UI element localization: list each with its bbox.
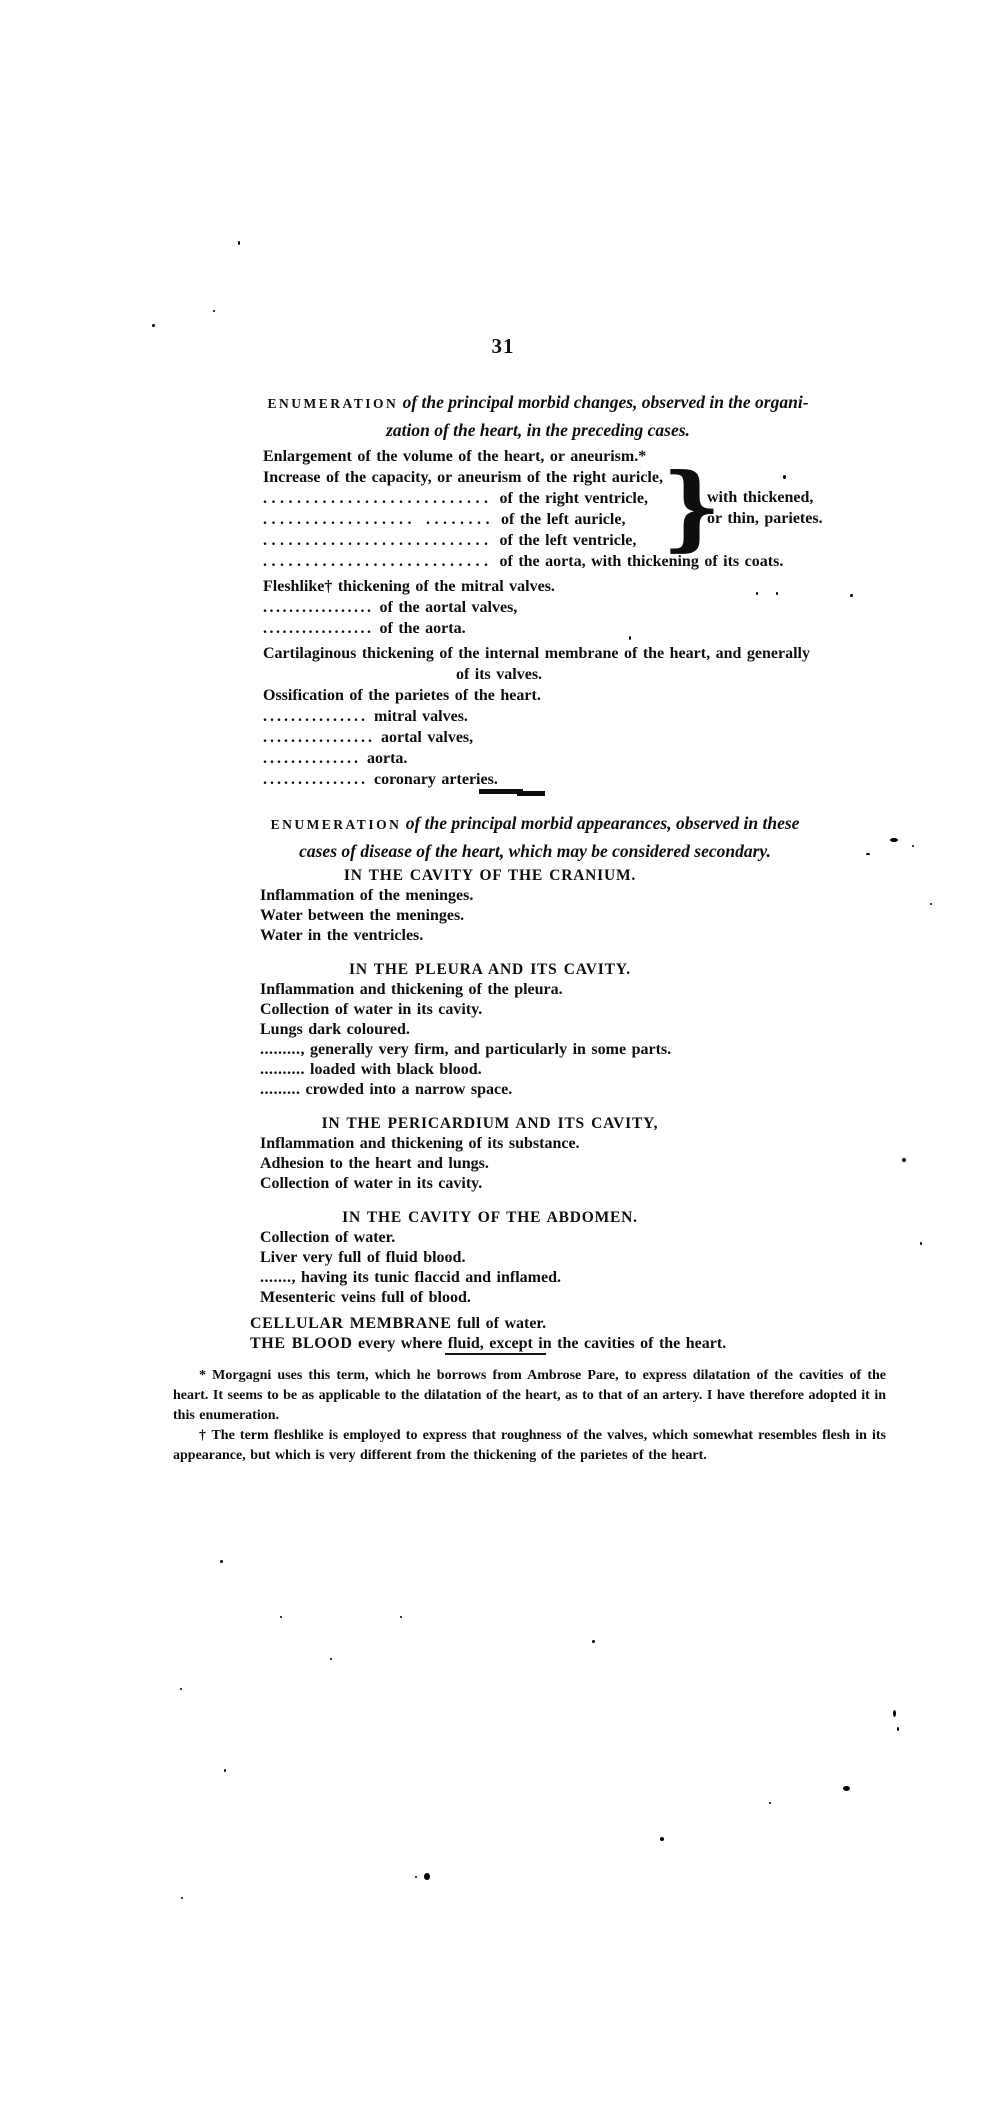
item-text: Liver very full of fluid blood. (260, 1249, 466, 1266)
item-text: Water in the ventricles. (260, 927, 424, 944)
appearance-item (145, 926, 835, 946)
scan-speck (424, 1873, 430, 1880)
line-text: of the aorta. (379, 620, 466, 637)
appearance-item (145, 1000, 835, 1020)
morbid-change-line (263, 618, 883, 639)
secondary-appearances-sections (145, 866, 835, 1354)
item-text: Mesenteric veins full of blood. (260, 1289, 471, 1306)
line-text: mitral valves. (374, 708, 468, 725)
heading-keyword: ENUMERATION (267, 396, 399, 411)
section-heading: IN THE PLEURA AND ITS CAVITY. (349, 961, 631, 978)
footnotes (173, 1366, 886, 1466)
dot-leader: ......., (260, 1269, 296, 1286)
footnote: † The term fleshlike is employed to express that roughness of the valves, which somewhat resembles flesh in its appearance, but which is very different from the thickening of the parietes of the heart. (173, 1428, 886, 1463)
appearance-item (145, 1228, 835, 1248)
appearance-item (145, 1040, 835, 1060)
line-text: of the aortal valves, (379, 599, 518, 616)
scan-speck (592, 1640, 595, 1643)
heading-morbid-appearances (185, 810, 885, 865)
line-text: Ossification of the parietes of the heart. (263, 687, 541, 704)
item-text: Collection of water in its cavity. (260, 1001, 483, 1018)
item-text: generally very firm, and particularly in some parts. (310, 1041, 672, 1058)
morbid-change-line (263, 664, 735, 685)
item-text: Collection of water in its cavity. (260, 1175, 483, 1192)
scan-speck (769, 1802, 771, 1804)
dot-leader: ........................... (263, 490, 493, 507)
item-text: Inflammation of the meninges. (260, 887, 474, 904)
scan-speck (280, 1616, 282, 1618)
appearance-item (145, 1288, 835, 1308)
appearance-item (145, 1268, 835, 1288)
item-text: loaded with black blood. (310, 1061, 482, 1078)
item-text: Inflammation and thickening of the pleura. (260, 981, 563, 998)
closing-line (145, 1314, 835, 1334)
footnote-divider (445, 1353, 546, 1355)
scan-speck (912, 845, 914, 847)
morbid-change-line (263, 685, 883, 706)
morbid-change-line (263, 748, 883, 769)
line-text: aortal valves, (381, 729, 474, 746)
item-text: Collection of water. (260, 1229, 396, 1246)
dot-leader: ......... (260, 1081, 301, 1098)
closing-lead: CELLULAR MEMBRANE (250, 1315, 452, 1332)
item-text: Lungs dark coloured. (260, 1021, 410, 1038)
scan-speck (415, 1876, 417, 1878)
scan-speck (783, 475, 786, 479)
item-text: Water between the meninges. (260, 907, 465, 924)
dot-leader: ................. (263, 620, 374, 637)
morbid-change-line (263, 643, 883, 664)
heading-line-2: zation of the heart, in the preceding cases. (386, 420, 690, 440)
appearance-item (145, 1174, 835, 1194)
line-text: of the left ventricle, (499, 532, 637, 549)
appearance-item (145, 1154, 835, 1174)
brace-label (707, 487, 823, 529)
morbid-change-line (263, 576, 883, 597)
morbid-change-line (263, 597, 883, 618)
closing-lead: THE BLOOD (250, 1335, 353, 1352)
scan-speck (756, 592, 758, 595)
appearance-item (145, 980, 835, 1000)
page-number: 31 (491, 334, 515, 358)
heading-text: of the principal morbid appearances, observed in these (405, 813, 800, 833)
closing-line (145, 1334, 835, 1354)
closing-text: full of water. (457, 1315, 547, 1332)
heading-morbid-changes (200, 389, 876, 444)
appearance-item (145, 1060, 835, 1080)
section-heading: IN THE PERICARDIUM AND ITS CAVITY, (321, 1115, 659, 1132)
appearance-item (145, 906, 835, 926)
morbid-change-line (263, 706, 883, 727)
scan-speck (224, 1769, 226, 1772)
scan-speck (776, 592, 778, 595)
dot-leader: .................. ........ (263, 511, 494, 528)
heading-keyword: ENUMERATION (270, 817, 402, 832)
scan-speck (152, 324, 155, 327)
dot-leader: ........................... (263, 553, 493, 570)
appearance-item (145, 1020, 835, 1040)
item-text: crowded into a narrow space. (305, 1081, 513, 1098)
appearance-item (145, 1248, 835, 1268)
scan-speck (238, 241, 240, 245)
item-text: Inflammation and thickening of its substance. (260, 1135, 580, 1152)
line-text: of its valves. (455, 666, 543, 683)
morbid-change-line (263, 551, 883, 572)
section-heading: IN THE CAVITY OF THE ABDOMEN. (342, 1209, 638, 1226)
morbid-change-line (263, 446, 883, 467)
line-text: Fleshlike† thickening of the mitral valves. (263, 578, 555, 595)
morbid-change-line (263, 530, 883, 551)
scan-speck (629, 636, 631, 640)
scan-speck (181, 1897, 183, 1899)
appearance-item (145, 886, 835, 906)
scan-speck (400, 1616, 402, 1618)
line-text: Increase of the capacity, or aneurism of the right auricle, (263, 469, 663, 486)
scan-speck (897, 1727, 899, 1731)
scan-speck (893, 1710, 896, 1717)
heading-line-1 (185, 810, 885, 838)
heading-line-1 (200, 389, 876, 417)
dot-leader: ............... (263, 708, 368, 725)
closing-text: every where fluid, except in the cavities of the heart. (357, 1335, 727, 1352)
scan-speck (866, 853, 870, 855)
scan-speck (180, 1688, 182, 1690)
line-text: of the right ventricle, (499, 490, 648, 507)
appearance-item (145, 1134, 835, 1154)
morbid-change-line (263, 727, 883, 748)
item-text: Adhesion to the heart and lungs. (260, 1155, 489, 1172)
brace-label-line-2: or thin, parietes. (707, 510, 823, 527)
section-divider-thick (479, 789, 523, 794)
scan-speck (330, 1658, 332, 1660)
line-text: of the left auricle, (501, 511, 626, 528)
scan-speck (920, 1242, 922, 1245)
scan-speck (930, 903, 932, 905)
brace-label-line-1: with thickened, (707, 489, 814, 506)
line-text: of the aorta, with thickening of its coats. (499, 553, 784, 570)
scan-speck (902, 1158, 906, 1162)
morbid-change-line (263, 467, 883, 488)
line-text: Enlargement of the volume of the heart, or aneurism.* (263, 448, 647, 465)
scan-speck (890, 838, 898, 842)
item-text: having its tunic flaccid and inflamed. (301, 1269, 561, 1286)
line-text: aorta. (367, 750, 408, 767)
dot-leader: .......... (260, 1061, 305, 1078)
dot-leader: ........., (260, 1041, 305, 1058)
dot-leader: ................. (263, 599, 374, 616)
dot-leader: ................ (263, 729, 375, 746)
scan-speck (660, 1837, 664, 1841)
heading-line-2: cases of disease of the heart, which may be considered secondary. (299, 841, 771, 861)
appearance-item (145, 1080, 835, 1100)
scan-speck (220, 1560, 223, 1563)
dot-leader: .............. (263, 750, 361, 767)
dot-leader: ............... (263, 771, 368, 788)
footnote: * Morgagni uses this term, which he borrows from Ambrose Pare, to express dilatation of the cavities of the heart. It seems to be as applicable to the dilatation of the heart, as to that of an artery. I have therefore adopted it in this enumeration. (173, 1368, 886, 1423)
grouping-brace: } (662, 453, 722, 561)
scan-speck (850, 594, 853, 597)
morbid-change-line (263, 769, 883, 790)
line-text: coronary arteries. (374, 771, 498, 788)
line-text: Cartilaginous thickening of the internal membrane of the heart, and generally (263, 645, 810, 662)
heading-text: of the principal morbid changes, observed in the organi- (402, 392, 809, 412)
dot-leader: ........................... (263, 532, 493, 549)
scan-speck (843, 1786, 850, 1791)
section-heading: IN THE CAVITY OF THE CRANIUM. (343, 867, 637, 884)
scan-speck (213, 310, 215, 312)
